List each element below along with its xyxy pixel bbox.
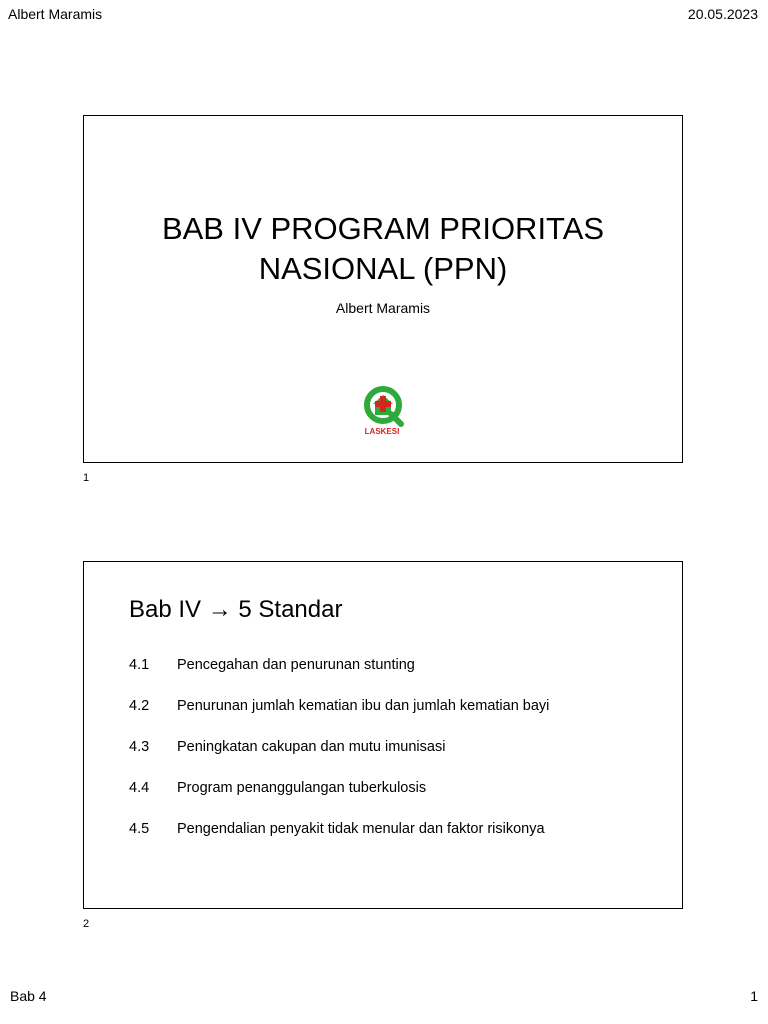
list-item: [129, 698, 669, 739]
item-number: 4.1: [129, 657, 150, 673]
slide-1-number: 1: [83, 472, 90, 484]
item-number: 4.2: [129, 698, 150, 714]
slide-1-title: [84, 209, 682, 289]
slide-2-title-pre: Bab IV: [129, 596, 202, 623]
item-text: Pencegahan dan penurunan stunting: [177, 657, 415, 673]
standards-list: [129, 657, 669, 862]
item-text: Penurunan jumlah kematian ibu dan jumlah kematian bayi: [177, 698, 550, 714]
list-item: [129, 657, 669, 698]
slide-1-author: Albert Maramis: [335, 300, 431, 316]
item-text: Pengendalian penyakit tidak menular dan faktor risikonya: [177, 821, 545, 837]
footer-page-number: 1: [750, 988, 758, 1004]
slide-2-number: 2: [83, 918, 90, 930]
slide-2: [83, 561, 683, 909]
slide-1: [83, 115, 683, 463]
list-item: [129, 780, 669, 821]
slide-1-title-line1: BAB IV PROGRAM PRIORITAS: [161, 211, 605, 246]
item-number: 4.4: [129, 780, 150, 796]
item-text: Peningkatan cakupan dan mutu imunisasi: [177, 739, 446, 755]
item-text: Program penanggulangan tuberkulosis: [177, 780, 427, 796]
slide-1-title-line2: NASIONAL (PPN): [258, 251, 508, 286]
list-item: [129, 739, 669, 780]
header-date: 20.05.2023: [687, 6, 758, 22]
laskesi-logo: [361, 384, 407, 436]
item-number: 4.3: [129, 739, 150, 755]
footer-left: Bab 4: [10, 988, 47, 1004]
header-author: Albert Maramis: [8, 6, 103, 22]
slide-2-title-post: 5 Standar: [238, 596, 343, 623]
arrow-right-icon: →: [207, 596, 232, 623]
slide-2-title: [129, 596, 342, 624]
list-item: [129, 821, 669, 862]
item-number: 4.5: [129, 821, 150, 837]
svg-text:LASKESI: LASKESI: [364, 427, 400, 436]
